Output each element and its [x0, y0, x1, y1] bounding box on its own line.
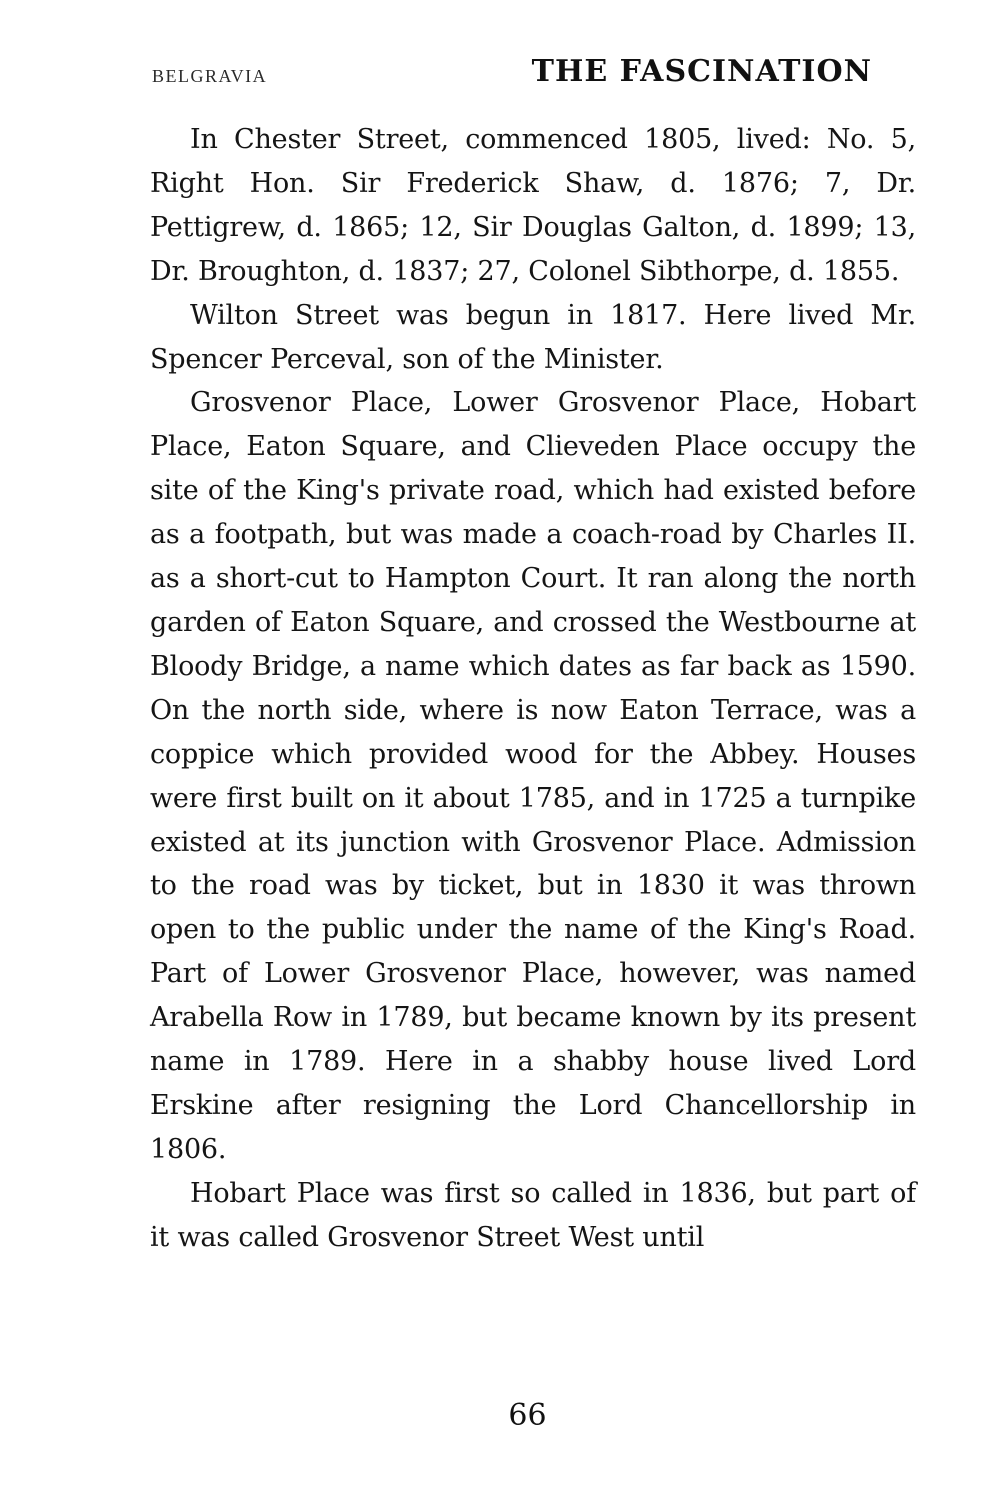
page-number: 66	[508, 1398, 547, 1433]
paragraph-hobart-place: Hobart Place was first so called in 1836, but part of it was called Grosvenor Street West until	[150, 1177, 916, 1253]
running-head-section: BELGRAVIA	[152, 66, 268, 86]
paragraph-grosvenor-place: Grosvenor Place, Lower Grosvenor Place, Hobart Place, Eaton Square, and Clieveden Place occupy the site of the King's private road, which had existed before as a footpath, but was made a coach-road by Charles II. as a short-cut to Hampton Court. It ran along the north garden of Eaton Square, and crossed the Westbourne at Bloody Bridge, a name which dates as far back as 1590. On the north side, where is now Eaton Terrace, was a coppice which provided wood for the Abbey. Houses were first built on it about 1785, and in 1725 a turnpike existed at its junction with Grosvenor Place. Admission to the road was by ticket, but in 1830 it was thrown open to the public under the name of the King's Road. Part of Lower Grosvenor Place, however, was named Arabella Row in 1789, but became known by its present name in 1789. Here in a shabby house lived Lord Erskine after resigning the Lord Chancellorship in 1806.	[150, 387, 916, 1165]
body-text	[150, 118, 916, 1260]
paragraph-chester-street: In Chester Street, commenced 1805, lived: No. 5, Right Hon. Sir Frederick Shaw, d. 1876; 7, Dr. Pettigrew, d. 1865; 12, Sir Douglas Galton, d. 1899; 13, Dr. Broughton, d. 1837; 27, Colonel Sibthorpe, d. 1855.	[150, 124, 916, 287]
running-head	[152, 54, 872, 98]
page-number-container	[0, 1398, 1000, 1433]
running-head-title: THE FASCINATION	[531, 54, 872, 89]
paragraph-wilton-street: Wilton Street was begun in 1817. Here lived Mr. Spencer Perceval, son of the Minister.	[150, 299, 916, 375]
